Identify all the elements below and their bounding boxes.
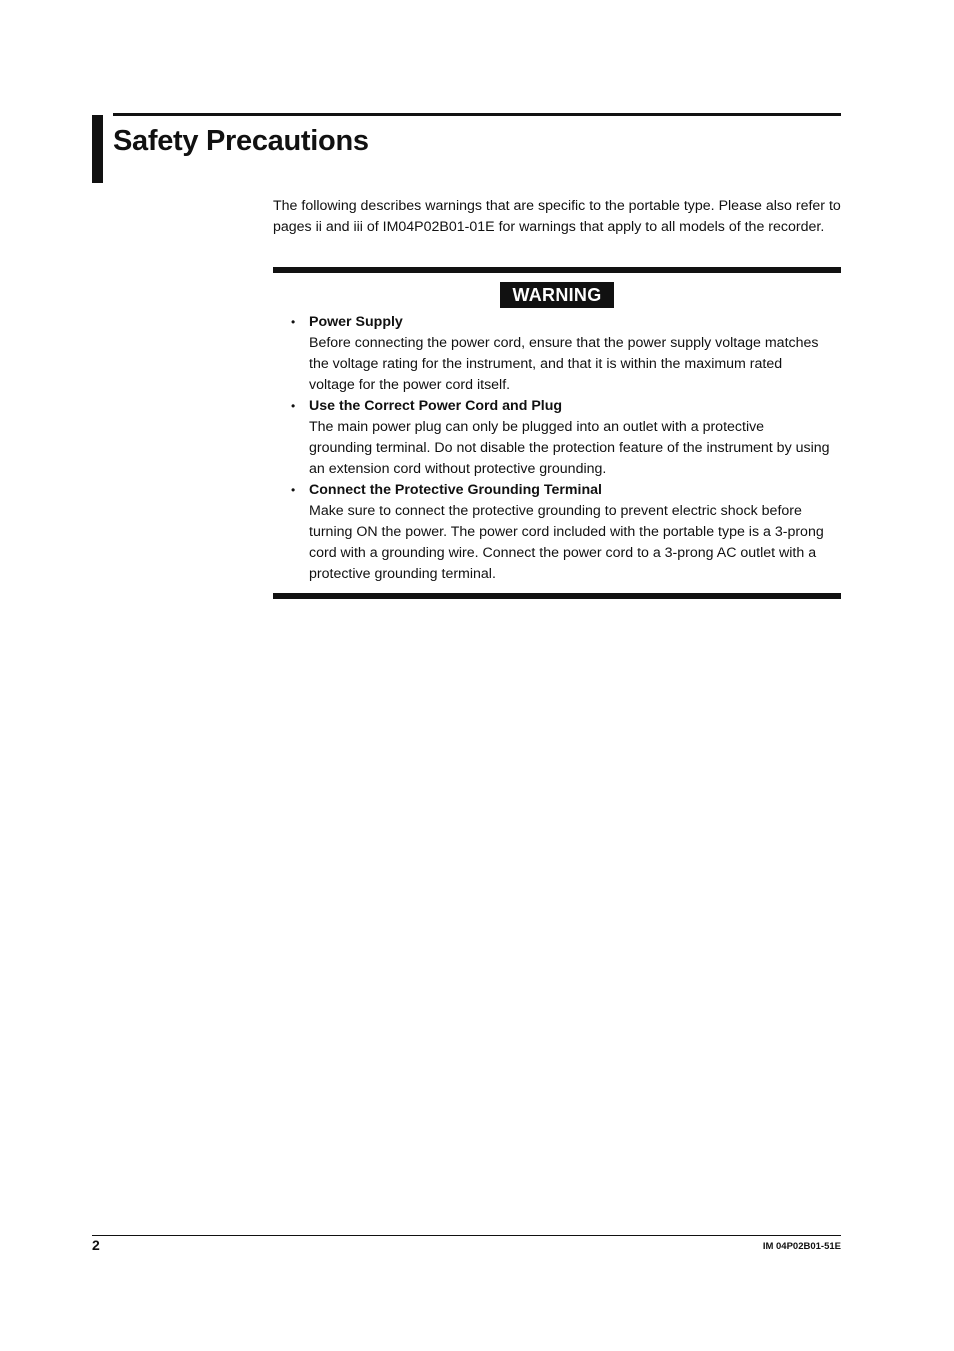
warning-item-body: Make sure to connect the protective grounding to prevent electric shock before turning ON the power. The power cord included with the portable type is a 3-prong cord with a grounding wire. Connect the power cord to a 3-prong AC outlet with a protective grounding terminal. [309, 503, 824, 582]
title-side-bar [92, 115, 103, 183]
warning-list [291, 312, 831, 585]
warning-item-body: Before connecting the power cord, ensure that the power supply voltage matches the voltage rating for the instrument, and that it is within the maximum rated voltage for the power cord itself. [309, 335, 819, 393]
warning-item-power-cord [291, 396, 831, 480]
title-top-rule [113, 113, 841, 116]
warning-item-body: The main power plug can only be plugged into an outlet with a protective grounding terminal. Do not disable the protection feature of the instrument by using an extension cord without protective grounding. [309, 419, 830, 477]
warning-label: WARNING [500, 282, 614, 308]
warning-item-heading: Use the Correct Power Cord and Plug [309, 398, 563, 414]
warning-item-heading: Power Supply [309, 314, 403, 330]
intro-paragraph: The following describes warnings that are specific to the portable type. Please also refer to pages ii and iii of IM04P02B01-01E for warnings that apply to all models of the recorder. [273, 198, 841, 235]
bullet-icon: • [291, 399, 296, 413]
footer-rule [92, 1235, 841, 1236]
warning-item-grounding [291, 480, 831, 585]
page-title: Safety Precautions [113, 125, 369, 157]
bullet-icon: • [291, 483, 296, 497]
page-number: 2 [92, 1237, 100, 1253]
section-header [92, 113, 841, 183]
warning-bottom-rule [273, 593, 841, 599]
warning-top-rule [273, 267, 841, 273]
warning-item-heading: Connect the Protective Grounding Terminal [309, 482, 602, 498]
bullet-icon: • [291, 315, 296, 329]
warning-item-power-supply [291, 312, 831, 396]
document-id: IM 04P02B01-51E [762, 1241, 841, 1252]
